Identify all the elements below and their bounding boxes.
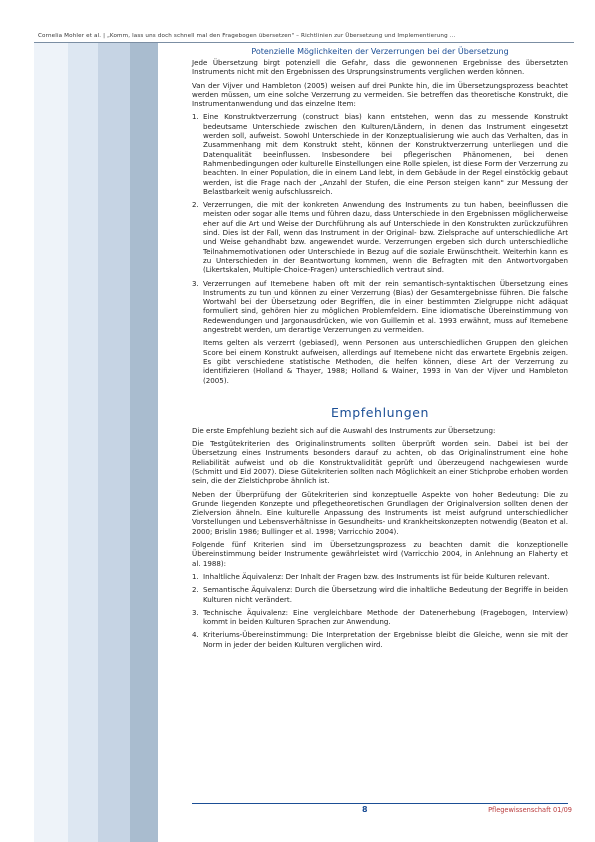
paragraph: Die erste Empfehlung bezieht sich auf die Auswahl des Instruments zur Übersetzung: [192,425,496,435]
paragraph: Neben der Überprüfung der Gütekriterien sind konzeptuelle Aspekte von hoher Bedeutung: Die zu Grunde liegenden Konzepte und pflegetheoretischen Grundlagen der Originalversion sollten denen der Zielversion ähneln. Eine kulturelle Anpassung des Instruments ist meist aufgrund unterschiedlicher Vorstellungen und Lebensverhältnisse in Gesundheits- und Krankheitskonzepten notwendig (Beaton et al. 2000; Brislin 1986; Bullinger et al. 1998; Varricchio 2004). [192,489,568,536]
paragraph: Folgende fünf Kriterien sind im Übersetzungsprozess zu beachten damit die konzeptionelle Übereinstimmung beider Instrumente gewährleistet wird (Varricchio 2004, in Anlehnung an Flaherty et al. 1988): [192,540,568,568]
list-number: 2. [192,200,199,210]
page-number: 8 [362,805,368,814]
list-item [192,630,568,649]
list-text: Verzerrungen auf Itemebene haben oft mit der rein semantisch-syntaktischen Übersetzung eines Instruments zu tun und können zu einer Verzerrung (Bias) der Gesamtergebnisse führen. Die falsche Wortwahl bei der Übersetzung oder Begriffen, die in einer bestimmten Zielgruppe nicht adäquat formuliert sind, gehören hier zu möglichen Problemfeldern. Eine idiomatische Übereinstimmung von Redewendungen und Jargonausdrücken, wie von Guillemin et al. 1993 erwähnt, muss auf Itemebene angestrebt werden, um derartige Verzerrungen zu vermeiden. [203,278,568,335]
criteria-list [192,572,568,649]
decorative-stripe [34,43,68,842]
list-text: Eine Konstruktverzerrung (construct bias) kann entstehen, wenn das zu messende Konstrukt bedeutsame Unterschiede zwischen den Kulturen/Ländern, in denen das Instrument eingesetzt werden soll, aufweist. Sowohl Unterschiede in der Konzeptualisierung wie auch das Verhalten, das in Zusammenhang mit dem Konstrukt steht, können der Konstruktverzerrung unterliegen und die Datenqualität beeinflussen. Insbesondere bei pflegerischen Phänomenen, bei denen Rahmenbedingungen oder kulturelle Einstellungen eine Rolle spielen, ist diese Form der Verzerrung zu beachten. In einer Population, die in einem Land lebt, in dem Gebäude in der Regel einstöckig gebaut werden, ist die Frage nach der „Anzahl der Stufen, die eine Person steigen kann" zur Messung der Belastbarkeit wenig aufschlussreich. [203,112,568,196]
list-item [192,608,568,627]
journal-name: Pflegewissenschaft 01/09 [488,806,572,814]
main-content [192,46,568,653]
paragraph: Van der Vijver und Hambleton (2005) weisen auf drei Punkte hin, die im Übersetzungsprozess beachtet werden müssen, um eine solche Verzerrung zu vermeiden. Sie betreffen das theoretische Konstrukt, die Instrumentanwendung und das einzelne Item: [192,80,568,109]
decorative-stripe [98,43,130,842]
list-item [192,200,568,274]
footer-rule [192,803,568,804]
list-number: 1. [192,112,199,122]
list-number: 2. [192,585,199,595]
list-number: 1. [192,571,199,581]
list-item [192,572,568,581]
list-text: Semantische Äquivalenz: Durch die Übersetzung wird die inhaltliche Bedeutung der Begriffe in beiden Kulturen nicht verändert. [203,585,568,604]
list-number: 3. [192,607,199,617]
list-item [192,585,568,604]
list-item [192,112,568,196]
list-number: 4. [192,630,199,640]
decorative-stripe [130,43,158,842]
list-text: Kriteriums-Übereinstimmung: Die Interpretation der Ergebnisse bleibt die Gleiche, wenn sie mit der Norm in jeder der beiden Kulturen verglichen wird. [203,630,568,649]
list-text: Technische Äquivalenz: Eine vergleichbare Methode der Datenerhebung (Fragebogen, Interview) kommt in beiden Kulturen Sprachen zur Anwendung. [203,607,568,627]
decorative-stripe [68,43,98,842]
list-item [192,279,568,335]
list-number: 3. [192,278,199,288]
bias-list [192,112,568,334]
paragraph: Jede Übersetzung birgt potenziell die Gefahr, dass die gewonnenen Ergebnisse des übersetzten Instruments nicht mit den Ergebnissen des Ursprungsinstruments verglichen werden können. [192,58,568,77]
subheading-bias: Potenzielle Möglichkeiten der Verzerrungen bei der Übersetzung [251,47,509,56]
paragraph: Items gelten als verzerrt (gebiased), wenn Personen aus unterschiedlichen Gruppen den gleichen Score bei einem Konstrukt aufweisen, allerdings auf Itemebene nicht das erwartete Ergebnis zeigen. Es gibt verschiedene statistische Methoden, die helfen können, diese Art der Verzerrung zu identifizieren (Holland & Thayer, 1988; Holland & Wainer, 1993 in Van der Vijver und Hambleton (2005). [203,338,568,385]
list-text: Inhaltliche Äquivalenz: Der Inhalt der Fragen bzw. des Instruments ist für beide Kulturen relevant. [203,571,550,581]
paragraph: Die Testgütekriterien des Originalinstruments sollten überprüft worden sein. Dabei ist bei der Übersetzung eines Instruments besonders darauf zu achten, ob das Originalinstrument eine hohe Reliabilität aufweist und ob die Konstruktvalidität geprüft und überzeugend nachgewiesen wurde (Schmitt und Eid 2007). Diese Gütekriterien sollten nach Möglichkeit an einer Stichprobe erhoben worden sein, die der Zielstichprobe ähnlich ist. [192,439,568,486]
running-head: Cornelia Mohler et al. | „Komm, lass uns doch schnell mal den Fragebogen übersetzen" – Richtlinien zur Übersetzung und Implementierung ... [38,33,456,39]
section-title-recommendations: Empfehlungen [330,404,430,420]
list-text: Verzerrungen, die mit der konkreten Anwendung des Instruments zu tun haben, beeinflussen die meisten oder sogar alle Items und führen dazu, dass Unterschiede in den Ergebnissen möglicherweise eher auf die Art und Weise der Durchführung als auf Unterschiede in den Konstrukten zurückzuführen sind. Dies ist der Fall, wenn das Instrument in der Original- bzw. Zielsprache auf unterschiedliche Art und Weise gehandhabt bzw. angewendet wurde. Verzerrungen ergeben sich durch unterschiedliche Teilnahmemotivationen oder Unterschiede in Bezug auf die soziale Erwünschtheit. Weiterhin kann es zu Unterschieden in der Beantwortung kommen, wenn die Befragten mit den Antwortvorgaben (Likertskalen, Multiple-Choice-Fragen) unterschiedlich vertraut sind. [203,200,568,275]
